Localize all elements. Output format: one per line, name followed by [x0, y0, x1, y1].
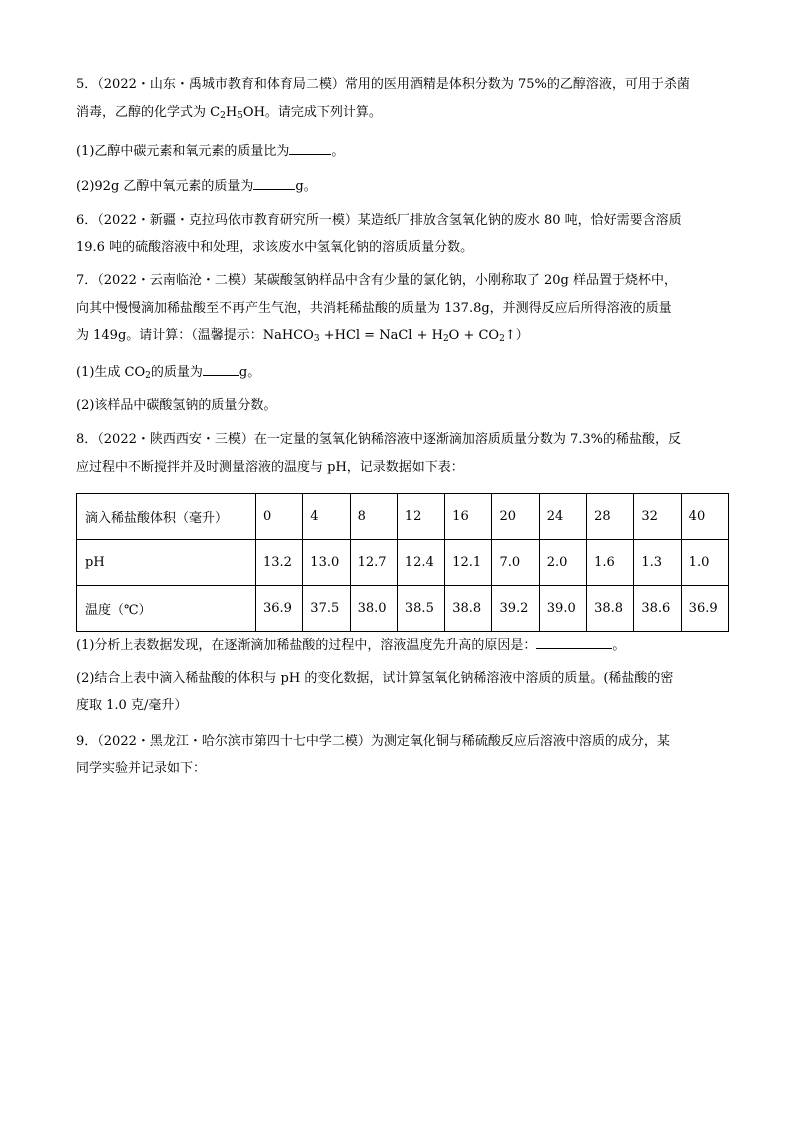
table-row-ph [77, 540, 729, 586]
q8-stem-text-b: 应过程中不断搅拌并及时测量溶液的温度与 pH，记录数据如下表： [76, 460, 464, 475]
table-cell: 37.5 [303, 586, 350, 632]
q6-stem-text-b: 19.6 吨的硫酸溶液中和处理，求该废水中氢氧化钠的溶质质量分数。 [76, 240, 474, 255]
q7-stem-line-1 [76, 272, 736, 290]
q5-stem-text-b: 消毒，乙醇的化学式为 C [76, 105, 221, 120]
q7-part-1-mid: 的质量为 [150, 365, 203, 380]
q7-part-2-text: (2)该样品中碳酸氢钠的质量分数。 [76, 398, 277, 413]
table-cell: 2.0 [539, 540, 586, 586]
table-cell: 1.0 [681, 540, 728, 586]
table-cell: 12.1 [445, 540, 492, 586]
q7-subscript: 2 [442, 334, 449, 344]
table-cell: 36.9 [681, 586, 728, 632]
table-cell: 1.6 [587, 540, 634, 586]
q6-number: 6． [76, 213, 98, 228]
q8-part-2-line-2 [76, 697, 736, 715]
q5-stem-line-2 [76, 104, 736, 122]
q7-stem-text-c: 为 149g。请计算：（温馨提示：NaHCO [76, 328, 314, 343]
q5-part-2 [76, 176, 736, 196]
q8-source: （2022・陕西西安・三模） [97, 432, 254, 447]
table-cell: 36.9 [256, 586, 303, 632]
answer-blank[interactable] [203, 362, 239, 376]
q5-subscript: 5 [237, 111, 243, 121]
q5-part-1-text: (1)乙醇中碳元素和氧元素的质量比为 [76, 144, 290, 159]
table-cell: 12.7 [350, 540, 397, 586]
q9-source: （2022・黑龙江・哈尔滨市第四十七中学二模） [97, 734, 371, 749]
q7-stem-line-3 [76, 327, 736, 345]
q6-stem-text-a: 某造纸厂排放含氢氧化钠的废水 80 吨，恰好需要含溶质 [357, 213, 682, 228]
q7-stem-text-a: 某碳酸氢钠样品中含有少量的氯化钠，小刚称取了 20g 样品置于烧杯中， [253, 273, 678, 288]
table-cell: 13.0 [303, 540, 350, 586]
row-header: 温度（℃） [77, 586, 256, 632]
q9-stem-text-a: 为测定氧化铜与稀硫酸反应后溶液中溶质的成分，某 [370, 734, 670, 749]
q8-part-2-text-a: (2)结合上表中滴入稀盐酸的体积与 pH 的变化数据，试计算氢氧化钠稀溶液中溶质的质量。(稀盐酸的密 [76, 671, 674, 686]
table-cell: 8 [350, 494, 397, 540]
table-cell: 38.6 [634, 586, 681, 632]
table-cell: 7.0 [492, 540, 539, 586]
q5-stem-text-a: 常用的医用酒精是体积分数为 75%的乙醇溶液，可用于杀菌 [344, 77, 690, 92]
q7-stem-text-b: 向其中慢慢滴加稀盐酸至不再产生气泡，共消耗稀盐酸的质量为 137.8g，并测得反应后所得溶液的质量 [76, 301, 672, 316]
q8-stem-text-a: 在一定量的氢氧化钠稀溶液中逐渐滴加溶质质量分数为 7.3%的稀盐酸，反 [253, 432, 682, 447]
row-header: 滴入稀盐酸体积（毫升） [77, 494, 256, 540]
answer-blank[interactable] [536, 635, 612, 649]
q8-part-2-text-b: 度取 1.0 克/毫升） [76, 698, 188, 713]
q5-stem-text-b-end: OH。请完成下列计算。 [242, 105, 382, 120]
q9-stem-text-b: 同学实验并记录如下： [76, 761, 207, 776]
q7-source: （2022・云南临沧・二模） [97, 273, 254, 288]
table-cell: 32 [634, 494, 681, 540]
q5-subscript: 2 [220, 111, 226, 121]
q7-subscript: 3 [313, 334, 320, 344]
q7-number: 7． [76, 273, 98, 288]
q5-source: （2022・山东・禹城市教育和体育局二模） [97, 77, 345, 92]
table-cell: 38.0 [350, 586, 397, 632]
q5-stem-line-1 [76, 76, 736, 94]
q9-stem-line-1 [76, 733, 736, 751]
table-cell: 0 [256, 494, 303, 540]
q7-subscript: 2 [145, 371, 151, 381]
answer-blank[interactable] [253, 176, 295, 190]
q5-part-2-text: (2)92g 乙醇中氧元素的质量为 [76, 179, 254, 194]
q7-equation-part: +HCl = NaCl + H [319, 328, 443, 343]
table-cell: 12.4 [397, 540, 444, 586]
q7-equation-part: O + CO [448, 328, 500, 343]
q7-stem-line-2 [76, 300, 736, 318]
table-cell: 13.2 [256, 540, 303, 586]
q8-number: 8． [76, 432, 98, 447]
table-cell: 38.8 [587, 586, 634, 632]
table-cell: 4 [303, 494, 350, 540]
table-cell: 20 [492, 494, 539, 540]
table-cell: 12 [397, 494, 444, 540]
q5-part-1 [76, 141, 736, 161]
q8-stem-line-1 [76, 431, 736, 449]
table-cell: 40 [681, 494, 728, 540]
table-cell: 39.0 [539, 586, 586, 632]
q7-part-1 [76, 362, 736, 382]
table-row-temperature [77, 586, 729, 632]
answer-blank[interactable] [289, 141, 331, 155]
q8-part-1-end: 。 [612, 638, 626, 653]
q5-part-2-end: g。 [295, 179, 317, 194]
q7-part-1-end: g。 [238, 365, 261, 380]
row-header: pH [77, 540, 256, 586]
q8-part-1 [76, 635, 736, 655]
table-cell: 16 [445, 494, 492, 540]
q5-stem-text-b-mid: H [225, 105, 238, 120]
q6-stem-line-1 [76, 212, 736, 230]
q6-source: （2022・新疆・克拉玛依市教育研究所一模） [97, 213, 358, 228]
table-cell: 24 [539, 494, 586, 540]
q8-part-2-line-1 [76, 670, 736, 688]
q9-number: 9． [76, 734, 98, 749]
data-table [76, 493, 729, 632]
q6-stem-line-2 [76, 239, 736, 257]
q7-equation-end: ↑） [504, 328, 529, 343]
q9-stem-line-2 [76, 760, 736, 778]
table-cell: 38.5 [397, 586, 444, 632]
table-row-volume [77, 494, 729, 540]
table-cell: 38.8 [445, 586, 492, 632]
q8-part-1-text: (1)分析上表数据发现，在逐渐滴加稀盐酸的过程中，溶液温度先升高的原因是： [76, 638, 537, 653]
q8-stem-line-2 [76, 459, 736, 477]
table-cell: 1.3 [634, 540, 681, 586]
q5-number: 5． [76, 77, 98, 92]
q7-subscript: 2 [499, 334, 505, 344]
q5-part-1-end: 。 [331, 144, 345, 159]
table-cell: 28 [587, 494, 634, 540]
table-cell: 39.2 [492, 586, 539, 632]
q7-part-2 [76, 397, 736, 415]
q7-part-1-text: (1)生成 CO [76, 365, 146, 380]
